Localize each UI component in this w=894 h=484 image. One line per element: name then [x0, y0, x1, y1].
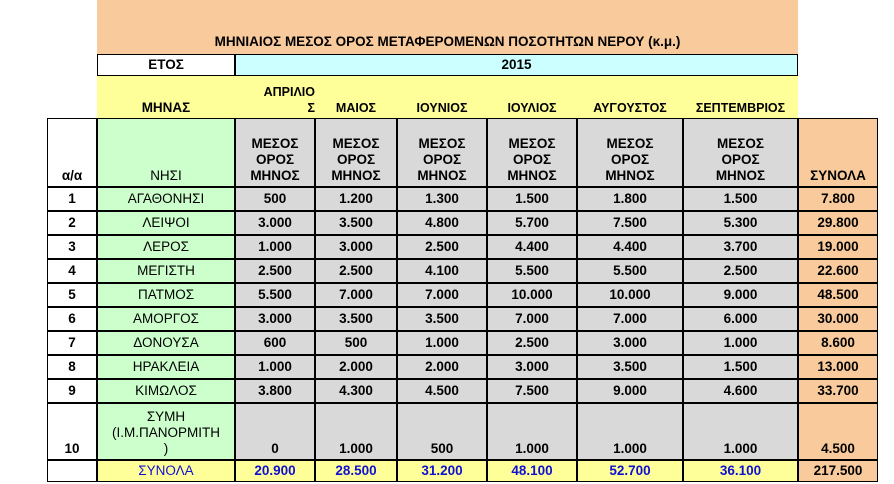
- row-index: 2: [47, 211, 97, 235]
- value-cell: 500: [397, 403, 487, 460]
- mean-header-2-line: ΜΗΝΟΣ: [331, 168, 381, 183]
- mean-header-4-line: ΜΗΝΟΣ: [507, 168, 557, 183]
- aa-header: α/α: [47, 118, 97, 187]
- mean-header-2: [315, 118, 397, 187]
- island-name-line: (Ι.Μ.ΠΑΝΟΡΜΙΤΗ: [112, 425, 220, 440]
- value-cell: 3.500: [315, 307, 397, 331]
- value-cell: 500: [315, 331, 397, 355]
- island-name-line: ΣΥΜΗ: [146, 409, 186, 424]
- value-cell: 1.200: [315, 187, 397, 211]
- mean-header-4-line: ΟΡΟΣ: [512, 152, 552, 167]
- column-total: 48.100: [487, 460, 577, 482]
- mean-header-1-line: ΜΗΝΟΣ: [250, 168, 300, 183]
- row-total: 19.000: [798, 235, 878, 259]
- value-cell: 1.000: [577, 403, 683, 460]
- value-cell: 5.500: [577, 259, 683, 283]
- mean-header-5-line: ΟΡΟΣ: [610, 152, 650, 167]
- value-cell: 4.100: [397, 259, 487, 283]
- mean-header-6-line: ΜΗΝΟΣ: [715, 168, 766, 183]
- mean-header-5: [577, 118, 683, 187]
- month-label: ΜΗΝΑΣ: [97, 76, 235, 118]
- value-cell: 1.500: [487, 187, 577, 211]
- value-cell: 500: [235, 187, 315, 211]
- value-cell: 7.500: [577, 211, 683, 235]
- mean-header-2-line: ΜΕΣΟΣ: [332, 136, 380, 151]
- row-total: 7.800: [798, 187, 878, 211]
- island-name: ΛΕΡΟΣ: [97, 235, 235, 259]
- value-cell: 2.500: [235, 259, 315, 283]
- row-total: 13.000: [798, 355, 878, 379]
- value-cell: 4.300: [315, 379, 397, 403]
- mean-header-5-line: ΜΕΣΟΣ: [606, 136, 654, 151]
- column-total: 28.500: [315, 460, 397, 482]
- value-cell: 4.800: [397, 211, 487, 235]
- mean-header-2-line: ΟΡΟΣ: [336, 152, 376, 167]
- column-total: 52.700: [577, 460, 683, 482]
- sheet-title: ΜΗΝΙΑΙΟΣ ΜΕΣΟΣ ΟΡΟΣ ΜΕΤΑΦΕΡΟΜΕΝΩΝ ΠΟΣΟΤΗΤΩΝ ΝΕΡΟΥ (κ.μ.): [214, 34, 681, 49]
- year-value: 2015: [235, 54, 798, 76]
- row-index: 1: [47, 187, 97, 211]
- value-cell: 3.000: [235, 307, 315, 331]
- value-cell: 1.000: [235, 235, 315, 259]
- mean-header-5-line: ΜΗΝΟΣ: [605, 168, 655, 183]
- value-cell: 3.000: [235, 211, 315, 235]
- month-header-1: [235, 76, 315, 118]
- column-total: 20.900: [235, 460, 315, 482]
- island-name: ΑΜΟΡΓΟΣ: [97, 307, 235, 331]
- value-cell: 1.300: [397, 187, 487, 211]
- mean-header-3-line: ΜΕΣΟΣ: [418, 136, 466, 151]
- month-header-2: ΜΑΙΟΣ: [315, 76, 397, 118]
- island-name: ΠΑΤΜΟΣ: [97, 283, 235, 307]
- month-header-1-line: ΑΠΡΙΛΙΟ: [263, 85, 315, 99]
- month-header-1-line: Σ: [307, 101, 315, 115]
- mean-header-1-line: ΜΕΣΟΣ: [251, 136, 299, 151]
- island-name: ΑΓΑΘΟΝΗΣΙ: [97, 187, 235, 211]
- mean-header-3-line: ΜΗΝΟΣ: [417, 168, 467, 183]
- island-name: ΗΡΑΚΛΕΙΑ: [97, 355, 235, 379]
- mean-header-3: [397, 118, 487, 187]
- row-total: 22.600: [798, 259, 878, 283]
- mean-header-1: [235, 118, 315, 187]
- value-cell: 5.500: [487, 259, 577, 283]
- value-cell: 3.000: [315, 235, 397, 259]
- value-cell: 10.000: [577, 283, 683, 307]
- value-cell: 2.500: [487, 331, 577, 355]
- mean-header-4: [487, 118, 577, 187]
- value-cell: 600: [235, 331, 315, 355]
- mean-header-6: [683, 118, 798, 187]
- column-total: 31.200: [397, 460, 487, 482]
- value-cell: 1.000: [315, 403, 397, 460]
- totals-index: [47, 460, 97, 482]
- value-cell: 1.000: [683, 331, 798, 355]
- row-total: 4.500: [798, 403, 878, 460]
- row-index: 6: [47, 307, 97, 331]
- value-cell: 7.000: [487, 307, 577, 331]
- mean-header-1-line: ΟΡΟΣ: [255, 152, 295, 167]
- mean-header-3-line: ΟΡΟΣ: [422, 152, 462, 167]
- month-header-3: ΙΟΥΝΙΟΣ: [397, 76, 487, 118]
- value-cell: 7.000: [397, 283, 487, 307]
- value-cell: 5.500: [235, 283, 315, 307]
- value-cell: 7.000: [577, 307, 683, 331]
- row-index: 9: [47, 379, 97, 403]
- grand-total: 217.500: [798, 460, 878, 482]
- row-total: 48.500: [798, 283, 878, 307]
- value-cell: 4.400: [487, 235, 577, 259]
- value-cell: 10.000: [487, 283, 577, 307]
- island-name: [97, 403, 235, 460]
- value-cell: 4.400: [577, 235, 683, 259]
- island-name: ΚΙΜΩΛΟΣ: [97, 379, 235, 403]
- value-cell: 9.000: [577, 379, 683, 403]
- row-index: 8: [47, 355, 97, 379]
- value-cell: 3.000: [487, 355, 577, 379]
- mean-header-4-line: ΜΕΣΟΣ: [508, 136, 556, 151]
- value-cell: 2.500: [683, 259, 798, 283]
- value-cell: 5.300: [683, 211, 798, 235]
- island-name: ΔΟΝΟΥΣΑ: [97, 331, 235, 355]
- row-total: 29.800: [798, 211, 878, 235]
- month-header-4: ΙΟΥΛΙΟΣ: [487, 76, 577, 118]
- total-header: ΣΥΝΟΛΑ: [798, 118, 878, 187]
- island-name-line: ): [163, 441, 169, 456]
- mean-header-6-line: ΟΡΟΣ: [721, 152, 760, 167]
- value-cell: 1.000: [683, 403, 798, 460]
- month-header-5: ΑΥΓΟΥΣΤΟΣ: [577, 76, 683, 118]
- island-name: ΛΕΙΨΟΙ: [97, 211, 235, 235]
- value-cell: 3.000: [577, 331, 683, 355]
- value-cell: 3.500: [397, 307, 487, 331]
- mean-header-6-line: ΜΕΣΟΣ: [717, 136, 764, 151]
- row-index: 3: [47, 235, 97, 259]
- row-index: 10: [47, 403, 97, 460]
- value-cell: 7.500: [487, 379, 577, 403]
- row-index: 7: [47, 331, 97, 355]
- row-total: 33.700: [798, 379, 878, 403]
- value-cell: 9.000: [683, 283, 798, 307]
- row-total: 30.000: [798, 307, 878, 331]
- month-header-6: ΣΕΠΤΕΜΒΡΙΟΣ: [683, 76, 798, 118]
- value-cell: 1.000: [235, 355, 315, 379]
- value-cell: 3.500: [315, 211, 397, 235]
- value-cell: 2.500: [315, 259, 397, 283]
- value-cell: 7.000: [315, 283, 397, 307]
- island-header: ΝΗΣΙ: [97, 118, 235, 187]
- value-cell: 4.500: [397, 379, 487, 403]
- row-index: 4: [47, 259, 97, 283]
- value-cell: 1.500: [683, 187, 798, 211]
- year-label: ΕΤΟΣ: [97, 54, 235, 76]
- value-cell: 1.500: [683, 355, 798, 379]
- value-cell: 2.500: [397, 235, 487, 259]
- value-cell: 5.700: [487, 211, 577, 235]
- value-cell: 2.000: [315, 355, 397, 379]
- totals-label: ΣΥΝΟΛΑ: [97, 460, 235, 482]
- island-name: ΜΕΓΙΣΤΗ: [97, 259, 235, 283]
- row-index: 5: [47, 283, 97, 307]
- value-cell: 4.600: [683, 379, 798, 403]
- column-total: 36.100: [683, 460, 798, 482]
- value-cell: 3.500: [577, 355, 683, 379]
- value-cell: 3.700: [683, 235, 798, 259]
- value-cell: 2.000: [397, 355, 487, 379]
- value-cell: 0: [235, 403, 315, 460]
- value-cell: 6.000: [683, 307, 798, 331]
- value-cell: 3.800: [235, 379, 315, 403]
- value-cell: 1.800: [577, 187, 683, 211]
- value-cell: 1.000: [397, 331, 487, 355]
- row-total: 8.600: [798, 331, 878, 355]
- value-cell: 1.000: [487, 403, 577, 460]
